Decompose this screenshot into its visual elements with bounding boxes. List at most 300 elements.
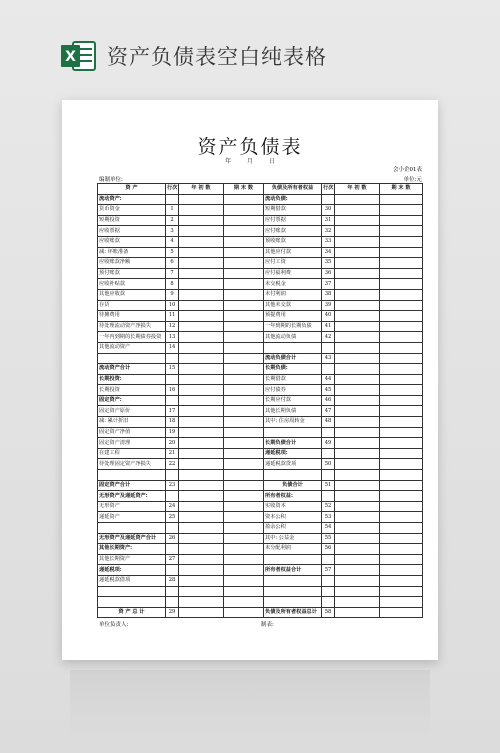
table-row [98, 607, 423, 618]
footer-preparer: 制表: [261, 622, 274, 628]
liability-label: 一年到期的长期负债 [264, 321, 322, 332]
liability-label: 应付工资 [264, 258, 322, 269]
asset-opening-cell [179, 342, 224, 353]
liability-closing-cell [380, 586, 423, 597]
asset-closing-cell [224, 258, 264, 269]
header-cell: 年 初 数 [179, 184, 224, 195]
asset-closing-cell [224, 544, 264, 555]
excel-icon [61, 40, 97, 72]
asset-opening-cell [179, 247, 224, 258]
asset-closing-cell [224, 533, 264, 544]
table-row [98, 523, 423, 534]
doc-date: 年 月 日 [225, 158, 275, 165]
asset-closing-cell [224, 565, 264, 576]
liability-line-no [322, 448, 335, 459]
asset-line-no: 16 [166, 385, 179, 396]
compiler-label: 编制单位: [99, 177, 123, 183]
liability-label: 预收账款 [264, 236, 322, 247]
liability-opening-cell [335, 575, 380, 586]
asset-label: 固定资产原价 [98, 406, 166, 417]
liability-closing-cell [380, 332, 423, 343]
asset-line-no [166, 523, 179, 534]
liability-label: 负债及所有者权益总计 [264, 607, 322, 618]
meta-row [99, 175, 422, 183]
asset-opening-cell [179, 438, 224, 449]
asset-closing-cell [224, 597, 264, 608]
liability-label: 其中: 住房周转金 [264, 417, 322, 428]
table-row [98, 438, 423, 449]
asset-closing-cell [224, 385, 264, 396]
liability-line-no: 39 [322, 300, 335, 311]
asset-line-no [166, 597, 179, 608]
liability-closing-cell [380, 448, 423, 459]
asset-opening-cell [179, 501, 224, 512]
table-row [98, 470, 423, 481]
asset-label: 预付账款 [98, 268, 166, 279]
table-row [98, 501, 423, 512]
table-row [98, 279, 423, 290]
asset-closing-cell [224, 523, 264, 534]
liability-closing-cell [380, 226, 423, 237]
asset-label: 货币资金 [98, 205, 166, 216]
liability-opening-cell [335, 491, 380, 502]
asset-label: 其他应收款 [98, 289, 166, 300]
asset-opening-cell [179, 512, 224, 523]
liability-label: 实收资本 [264, 501, 322, 512]
table-header-row [98, 184, 423, 195]
liability-closing-cell [380, 205, 423, 216]
table-row [98, 194, 423, 205]
liability-line-no: 38 [322, 289, 335, 300]
asset-opening-cell [179, 300, 224, 311]
liability-closing-cell [380, 385, 423, 396]
asset-label: 资 产 总 计 [98, 607, 166, 618]
liability-line-no: 52 [322, 501, 335, 512]
asset-opening-cell [179, 321, 224, 332]
liability-line-no: 30 [322, 205, 335, 216]
asset-label [98, 597, 166, 608]
asset-opening-cell [179, 554, 224, 565]
asset-line-no [166, 353, 179, 364]
asset-line-no: 11 [166, 311, 179, 322]
liability-closing-cell [380, 512, 423, 523]
asset-closing-cell [224, 236, 264, 247]
asset-closing-cell [224, 321, 264, 332]
liability-line-no: 51 [322, 480, 335, 491]
asset-line-no: 14 [166, 342, 179, 353]
liability-closing-cell [380, 523, 423, 534]
liability-closing-cell [380, 311, 423, 322]
liability-line-no: 36 [322, 268, 335, 279]
liability-opening-cell [335, 459, 380, 470]
asset-opening-cell [179, 544, 224, 555]
asset-closing-cell [224, 194, 264, 205]
asset-line-no: 27 [166, 554, 179, 565]
asset-label: 长期投资 [98, 385, 166, 396]
liability-opening-cell [335, 438, 380, 449]
asset-label: 待摊费用 [98, 311, 166, 322]
liability-label: 短期借款 [264, 205, 322, 216]
asset-line-no: 4 [166, 236, 179, 247]
liability-label: 其他长期负债 [264, 406, 322, 417]
liability-line-no: 31 [322, 215, 335, 226]
liability-line-no: 41 [322, 321, 335, 332]
liability-label: 流动负债: [264, 194, 322, 205]
liability-line-no [322, 491, 335, 502]
liability-label [264, 427, 322, 438]
liability-opening-cell [335, 523, 380, 534]
asset-label [98, 586, 166, 597]
asset-label [98, 523, 166, 534]
asset-closing-cell [224, 226, 264, 237]
liability-closing-cell [380, 279, 423, 290]
liability-line-no [322, 575, 335, 586]
liability-closing-cell [380, 459, 423, 470]
header-cell: 年 初 数 [335, 184, 380, 195]
liability-label: 应付福利费 [264, 268, 322, 279]
asset-opening-cell [179, 289, 224, 300]
asset-label: 应收票据 [98, 226, 166, 237]
asset-opening-cell [179, 364, 224, 375]
asset-line-no: 9 [166, 289, 179, 300]
liability-line-no: 56 [322, 544, 335, 555]
asset-closing-cell [224, 289, 264, 300]
asset-opening-cell [179, 523, 224, 534]
balance-sheet-table [97, 183, 423, 618]
asset-opening-cell [179, 459, 224, 470]
liability-closing-cell [380, 438, 423, 449]
banner-title: 资产负债表空白纯表格 [107, 45, 327, 69]
liability-closing-cell [380, 607, 423, 618]
asset-line-no: 1 [166, 205, 179, 216]
liability-label: 递延税款贷项 [264, 459, 322, 470]
asset-closing-cell [224, 353, 264, 364]
liability-opening-cell [335, 607, 380, 618]
asset-line-no [166, 544, 179, 555]
liability-line-no: 35 [322, 258, 335, 269]
liability-closing-cell [380, 395, 423, 406]
asset-label: 存货 [98, 300, 166, 311]
asset-opening-cell [179, 332, 224, 343]
liability-closing-cell [380, 491, 423, 502]
asset-label: 减: 坏账准备 [98, 247, 166, 258]
table-row [98, 395, 423, 406]
asset-opening-cell [179, 597, 224, 608]
asset-closing-cell [224, 438, 264, 449]
liability-opening-cell [335, 205, 380, 216]
liability-line-no: 44 [322, 374, 335, 385]
liability-line-no: 50 [322, 459, 335, 470]
liability-opening-cell [335, 501, 380, 512]
table-row [98, 533, 423, 544]
liability-label: 盈余公积 [264, 523, 322, 534]
asset-closing-cell [224, 586, 264, 597]
liability-closing-cell [380, 247, 423, 258]
liability-line-no: 53 [322, 512, 335, 523]
asset-closing-cell [224, 501, 264, 512]
banner [0, 0, 500, 100]
liability-closing-cell [380, 268, 423, 279]
asset-line-no: 21 [166, 448, 179, 459]
liability-label: 长期借款 [264, 374, 322, 385]
asset-label: 减: 累计折旧 [98, 417, 166, 428]
liability-opening-cell [335, 470, 380, 481]
asset-line-no: 12 [166, 321, 179, 332]
table-row [98, 300, 423, 311]
liability-opening-cell [335, 448, 380, 459]
liability-opening-cell [335, 247, 380, 258]
asset-label: 无形资产及递延资产: [98, 491, 166, 502]
liability-line-no: 57 [322, 565, 335, 576]
asset-label [98, 353, 166, 364]
liability-closing-cell [380, 353, 423, 364]
liability-opening-cell [335, 512, 380, 523]
liability-label: 应付债券 [264, 385, 322, 396]
asset-closing-cell [224, 448, 264, 459]
asset-line-no [166, 194, 179, 205]
asset-line-no: 26 [166, 533, 179, 544]
liability-label: 预提费用 [264, 311, 322, 322]
asset-opening-cell [179, 448, 224, 459]
liability-label [264, 597, 322, 608]
table-row [98, 427, 423, 438]
asset-label: 长期投资: [98, 374, 166, 385]
asset-opening-cell [179, 215, 224, 226]
liability-closing-cell [380, 321, 423, 332]
asset-closing-cell [224, 554, 264, 565]
liability-opening-cell [335, 332, 380, 343]
asset-closing-cell [224, 279, 264, 290]
header-cell: 负债及所有者权益 [264, 184, 322, 195]
asset-line-no: 20 [166, 438, 179, 449]
asset-line-no: 15 [166, 364, 179, 375]
liability-label: 应付票据 [264, 215, 322, 226]
liability-opening-cell [335, 311, 380, 322]
table-row [98, 448, 423, 459]
liability-label: 递延税项: [264, 448, 322, 459]
asset-closing-cell [224, 247, 264, 258]
asset-label [98, 470, 166, 481]
table-row [98, 226, 423, 237]
asset-closing-cell [224, 459, 264, 470]
asset-opening-cell [179, 268, 224, 279]
liability-opening-cell [335, 427, 380, 438]
asset-line-no: 10 [166, 300, 179, 311]
table-row [98, 544, 423, 555]
asset-label: 在建工程 [98, 448, 166, 459]
liability-line-no: 40 [322, 311, 335, 322]
table-row [98, 332, 423, 343]
asset-label: 流动资产: [98, 194, 166, 205]
asset-opening-cell [179, 417, 224, 428]
asset-closing-cell [224, 268, 264, 279]
table-row [98, 353, 423, 364]
header-cell: 行次 [322, 184, 335, 195]
liability-opening-cell [335, 258, 380, 269]
liability-opening-cell [335, 565, 380, 576]
liability-opening-cell [335, 194, 380, 205]
asset-label: 固定资产净值 [98, 427, 166, 438]
table-row [98, 417, 423, 428]
asset-closing-cell [224, 512, 264, 523]
asset-opening-cell [179, 427, 224, 438]
liability-label: 其他流动负债 [264, 332, 322, 343]
form-code: 会小企01表 [393, 167, 422, 173]
document-sheet [62, 100, 438, 660]
liability-label: 其他应付款 [264, 247, 322, 258]
liability-line-no: 42 [322, 332, 335, 343]
liability-closing-cell [380, 300, 423, 311]
asset-line-no: 29 [166, 607, 179, 618]
asset-label: 流动资产合计 [98, 364, 166, 375]
liability-label [264, 342, 322, 353]
asset-opening-cell [179, 491, 224, 502]
table-row [98, 406, 423, 417]
liability-line-no: 33 [322, 236, 335, 247]
liability-line-no: 32 [322, 226, 335, 237]
header-cell: 资 产 [98, 184, 166, 195]
asset-line-no: 24 [166, 501, 179, 512]
asset-closing-cell [224, 470, 264, 481]
asset-opening-cell [179, 480, 224, 491]
liability-opening-cell [335, 226, 380, 237]
liability-closing-cell [380, 565, 423, 576]
table-row [98, 575, 423, 586]
liability-closing-cell [380, 417, 423, 428]
table-row [98, 374, 423, 385]
liability-label: 未交税金 [264, 279, 322, 290]
asset-closing-cell [224, 332, 264, 343]
liability-line-no: 43 [322, 353, 335, 364]
asset-opening-cell [179, 226, 224, 237]
asset-label: 固定资产清理 [98, 438, 166, 449]
asset-line-no [166, 565, 179, 576]
asset-label: 无形资产 [98, 501, 166, 512]
liability-line-no: 49 [322, 438, 335, 449]
table-row [98, 236, 423, 247]
excel-icon-letter: X [65, 49, 76, 65]
asset-line-no: 25 [166, 512, 179, 523]
liability-closing-cell [380, 194, 423, 205]
liability-label: 所有者权益: [264, 491, 322, 502]
asset-closing-cell [224, 427, 264, 438]
asset-line-no: 5 [166, 247, 179, 258]
liability-closing-cell [380, 289, 423, 300]
header-cell: 行次 [166, 184, 179, 195]
asset-line-no [166, 395, 179, 406]
asset-label: 其他长期资产 [98, 554, 166, 565]
asset-closing-cell [224, 406, 264, 417]
liability-label: 其他未交款 [264, 300, 322, 311]
asset-label: 待处理流动资产净损失 [98, 321, 166, 332]
liability-opening-cell [335, 544, 380, 555]
asset-line-no [166, 470, 179, 481]
asset-closing-cell [224, 364, 264, 375]
liability-opening-cell [335, 321, 380, 332]
asset-line-no [166, 374, 179, 385]
liability-line-no: 48 [322, 417, 335, 428]
asset-opening-cell [179, 575, 224, 586]
liability-line-no: 55 [322, 533, 335, 544]
table-row [98, 364, 423, 375]
table-row [98, 554, 423, 565]
liability-label: 流动负债合计 [264, 353, 322, 364]
liability-opening-cell [335, 374, 380, 385]
liability-label: 长期应付款 [264, 395, 322, 406]
asset-opening-cell [179, 395, 224, 406]
asset-line-no [166, 586, 179, 597]
table-row [98, 268, 423, 279]
liability-line-no [322, 597, 335, 608]
liability-line-no [322, 342, 335, 353]
asset-closing-cell [224, 342, 264, 353]
table-row [98, 289, 423, 300]
asset-closing-cell [224, 607, 264, 618]
asset-opening-cell [179, 565, 224, 576]
asset-label: 递延税款借项 [98, 575, 166, 586]
liability-label: 负债合计 [264, 480, 322, 491]
table-row [98, 459, 423, 470]
asset-opening-cell [179, 533, 224, 544]
liability-label [264, 470, 322, 481]
liability-line-no [322, 554, 335, 565]
liability-label: 未付利润 [264, 289, 322, 300]
asset-label: 其他流动资产 [98, 342, 166, 353]
asset-closing-cell [224, 491, 264, 502]
liability-label: 长期负债: [264, 364, 322, 375]
liability-label: 长期负债合计 [264, 438, 322, 449]
asset-label: 无形资产及递延资产合计 [98, 533, 166, 544]
asset-label: 一年内到期的长期债券投资 [98, 332, 166, 343]
asset-line-no: 17 [166, 406, 179, 417]
liability-label [264, 554, 322, 565]
liability-closing-cell [380, 575, 423, 586]
asset-opening-cell [179, 586, 224, 597]
liability-label: 应付账款 [264, 226, 322, 237]
liability-opening-cell [335, 268, 380, 279]
liability-closing-cell [380, 470, 423, 481]
asset-closing-cell [224, 575, 264, 586]
liability-label: 未分配利润 [264, 544, 322, 555]
asset-label: 其他长期资产: [98, 544, 166, 555]
asset-line-no: 28 [166, 575, 179, 586]
asset-closing-cell [224, 215, 264, 226]
table-row [98, 342, 423, 353]
asset-label: 应收补贴款 [98, 279, 166, 290]
asset-line-no: 6 [166, 258, 179, 269]
liability-opening-cell [335, 364, 380, 375]
asset-opening-cell [179, 311, 224, 322]
table-row [98, 258, 423, 269]
liability-opening-cell [335, 554, 380, 565]
liability-line-no [322, 470, 335, 481]
liability-line-no: 47 [322, 406, 335, 417]
sheet-reflection [70, 670, 430, 740]
asset-opening-cell [179, 279, 224, 290]
liability-line-no: 54 [322, 523, 335, 534]
liability-opening-cell [335, 395, 380, 406]
liability-opening-cell [335, 289, 380, 300]
liability-label [264, 586, 322, 597]
table-row [98, 586, 423, 597]
asset-closing-cell [224, 480, 264, 491]
asset-opening-cell [179, 353, 224, 364]
asset-opening-cell [179, 258, 224, 269]
liability-closing-cell [380, 597, 423, 608]
asset-opening-cell [179, 470, 224, 481]
asset-opening-cell [179, 406, 224, 417]
liability-closing-cell [380, 533, 423, 544]
